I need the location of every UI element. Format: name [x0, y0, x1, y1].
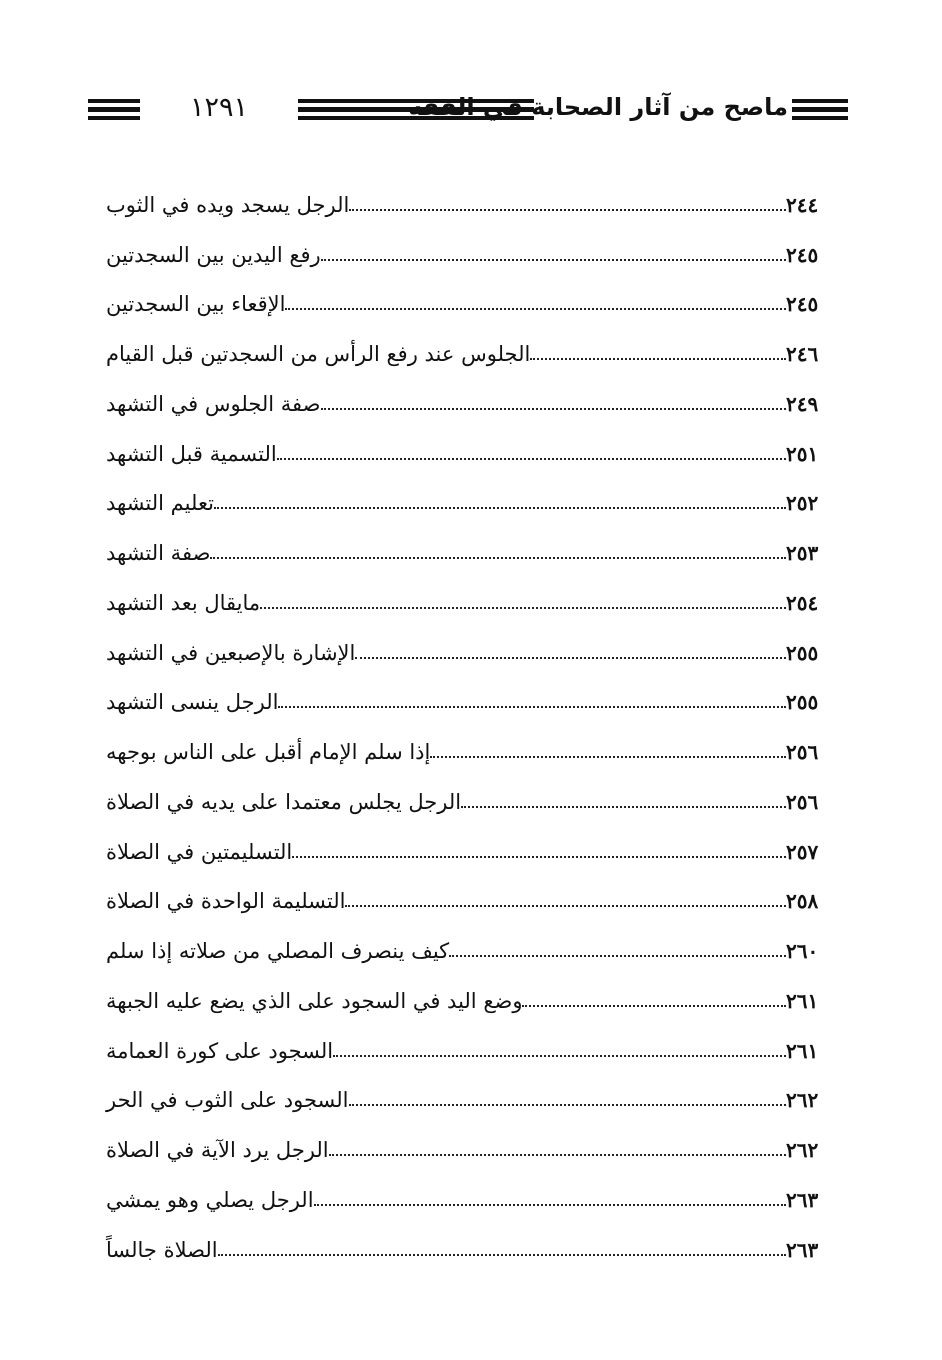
toc-entry-title: الصلاة جالساً	[106, 1237, 218, 1262]
toc-leader-dots	[329, 1154, 786, 1156]
table-of-contents	[98, 180, 842, 1275]
toc-entry-page: ٢٦٣	[786, 1187, 819, 1212]
toc-entry-page: ٢٦٣	[786, 1237, 819, 1262]
toc-entry-title: كيف ينصرف المصلي من صلاته إذا سلم	[106, 939, 450, 964]
toc-leader-dots	[430, 756, 786, 758]
toc-entry-page: ٢٤٤	[786, 192, 819, 217]
toc-leader-dots	[292, 856, 786, 858]
toc-entry-page: ٢٥٤	[786, 590, 819, 615]
toc-entry-title: إذا سلم الإمام أقبل على الناس بوجهه	[106, 740, 431, 765]
toc-entry-title: الإشارة بالإصبعين في التشهد	[106, 640, 356, 665]
toc-entry-page: ٢٤٩	[786, 391, 819, 416]
toc-entry[interactable]	[98, 1125, 842, 1175]
toc-leader-dots	[355, 657, 786, 659]
toc-entry[interactable]	[98, 479, 842, 529]
toc-entry[interactable]	[98, 429, 842, 479]
toc-leader-dots	[345, 905, 786, 907]
toc-entry[interactable]	[98, 329, 842, 379]
toc-leader-dots	[321, 408, 786, 410]
toc-entry-title: الرجل يسجد ويده في الثوب	[106, 192, 350, 217]
toc-entry[interactable]	[98, 727, 842, 777]
running-title: ماصح من آثار الصحابة في الفقه	[408, 93, 788, 121]
toc-entry[interactable]	[98, 976, 842, 1026]
toc-entry[interactable]	[98, 877, 842, 927]
toc-entry-page: ٢٦١	[786, 988, 819, 1013]
toc-entry-title: السجود على كورة العمامة	[106, 1038, 334, 1063]
toc-entry-page: ٢٦١	[786, 1038, 819, 1063]
toc-entry[interactable]	[98, 280, 842, 330]
toc-leader-dots	[461, 806, 786, 808]
toc-leader-dots	[349, 1104, 786, 1106]
toc-entry-title: التسمية قبل التشهد	[106, 441, 277, 466]
toc-entry[interactable]	[98, 1076, 842, 1126]
toc-entry-title: الرجل يجلس معتمدا على يديه في الصلاة	[106, 789, 462, 814]
toc-entry-page: ٢٤٦	[786, 342, 819, 367]
toc-entry-page: ٢٥٧	[786, 839, 819, 864]
toc-entry[interactable]	[98, 1026, 842, 1076]
toc-leader-dots	[218, 1254, 786, 1256]
toc-leader-dots	[333, 1055, 786, 1057]
toc-entry-page: ٢٥٥	[786, 690, 819, 715]
toc-entry[interactable]	[98, 180, 842, 230]
toc-entry[interactable]	[98, 827, 842, 877]
header-rule-right	[792, 99, 848, 121]
toc-entry[interactable]	[98, 230, 842, 280]
toc-entry-page: ٢٥١	[786, 441, 819, 466]
toc-entry-title: تعليم التشهد	[106, 491, 214, 516]
toc-entry-page: ٢٥٥	[786, 640, 819, 665]
toc-leader-dots	[210, 557, 786, 559]
toc-entry-title: رفع اليدين بين السجدتين	[106, 242, 321, 267]
toc-entry-title: الرجل ينسى التشهد	[106, 690, 279, 715]
toc-entry-page: ٢٥٦	[786, 789, 819, 814]
toc-leader-dots	[530, 358, 786, 360]
toc-entry-title: الرجل يرد الآية في الصلاة	[106, 1138, 329, 1163]
toc-entry-page: ٢٥٢	[786, 491, 819, 516]
toc-entry[interactable]	[98, 777, 842, 827]
toc-leader-dots	[449, 955, 786, 957]
toc-entry-title: صفة التشهد	[106, 541, 211, 566]
toc-entry[interactable]	[98, 628, 842, 678]
toc-entry-title: الجلوس عند رفع الرأس من السجدتين قبل القيام	[106, 342, 531, 367]
toc-entry[interactable]	[98, 578, 842, 628]
toc-leader-dots	[314, 1204, 786, 1206]
toc-leader-dots	[277, 458, 786, 460]
header-rule-left	[88, 99, 140, 121]
toc-entry-title: التسليمة الواحدة في الصلاة	[106, 889, 346, 914]
toc-entry[interactable]	[98, 926, 842, 976]
toc-entry-title: السجود على الثوب في الحر	[106, 1088, 349, 1113]
toc-entry-title: الإقعاء بين السجدتين	[106, 292, 286, 317]
toc-entry[interactable]	[98, 678, 842, 728]
toc-leader-dots	[278, 706, 786, 708]
toc-leader-dots	[349, 209, 786, 211]
toc-entry-title: الرجل يصلي وهو يمشي	[106, 1187, 314, 1212]
toc-entry-page: ٢٥٣	[786, 541, 819, 566]
toc-entry-page: ٢٤٥	[786, 242, 819, 267]
toc-entry-page: ٢٦٠	[786, 939, 819, 964]
toc-entry-title: مايقال بعد التشهد	[106, 590, 261, 615]
page-header	[88, 94, 848, 126]
toc-leader-dots	[214, 507, 786, 509]
toc-leader-dots	[285, 308, 786, 310]
toc-leader-dots	[522, 1005, 786, 1007]
toc-entry-title: التسليمتين في الصلاة	[106, 839, 293, 864]
toc-entry-page: ٢٤٥	[786, 292, 819, 317]
toc-entry-title: صفة الجلوس في التشهد	[106, 391, 321, 416]
page-number: ١٢٩١	[189, 92, 248, 123]
toc-entry-page: ٢٦٢	[786, 1138, 819, 1163]
toc-leader-dots	[260, 607, 786, 609]
toc-entry[interactable]	[98, 1175, 842, 1225]
toc-entry[interactable]	[98, 379, 842, 429]
toc-entry-page: ٢٦٢	[786, 1088, 819, 1113]
toc-leader-dots	[321, 259, 786, 261]
toc-entry[interactable]	[98, 528, 842, 578]
toc-entry-page: ٢٥٨	[786, 889, 819, 914]
toc-entry-title: وضع اليد في السجود على الذي يضع عليه الجبهة	[106, 988, 523, 1013]
toc-entry[interactable]	[98, 1225, 842, 1275]
toc-entry-page: ٢٥٦	[786, 740, 819, 765]
